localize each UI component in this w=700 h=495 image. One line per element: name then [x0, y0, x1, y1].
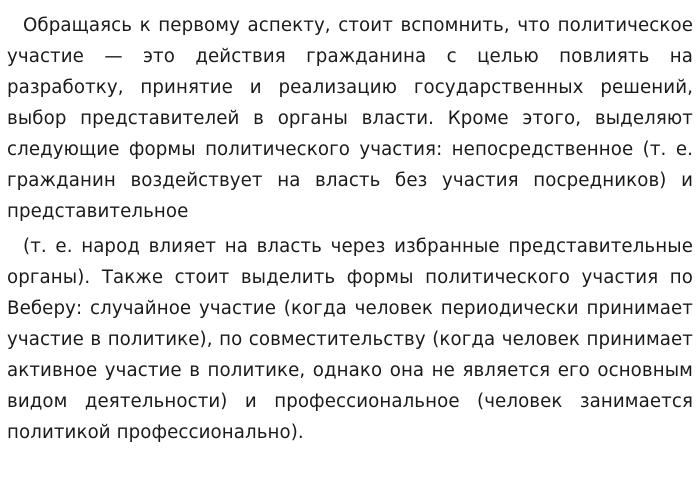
- document-page: [7, 10, 693, 448]
- paragraph-2: (т. е. народ влияет на власть через избранные представительные органы). Также стоит выделить формы политического участия по Веберу: случайное участие (когда человек периодически принимает участие в политике), по совместительству (когда человек принимает активное участие в политике, однако она не является его основным видом деятельности) и профессиональное (человек занимается политикой профессионально).: [7, 236, 693, 443]
- paragraph-1: Обращаясь к первому аспекту, стоит вспомнить, что политическое участие — это действия гражданина с целью повлиять на разработку, принятие и реализацию государственных решений, выбор представителей в органы власти. Кроме этого, выделяют следующие формы политического участия: непосредственное (т. е. гражданин воздействует на власть без участия посредников) и представительное: [7, 15, 693, 222]
